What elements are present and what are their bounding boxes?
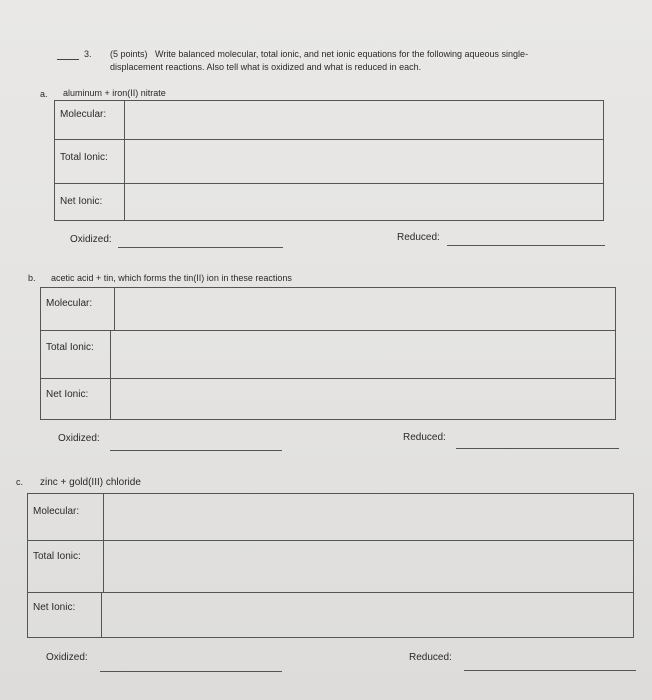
part-b-reaction: acetic acid + tin, which forms the tin(II) ion in these reactions	[51, 273, 292, 283]
instructions-line-1: Write balanced molecular, total ionic, and net ionic equations for the following aqueous single-	[155, 49, 529, 59]
molecular-label: Molecular:	[41, 288, 115, 330]
part-c-reduced-blank[interactable]	[464, 670, 636, 671]
part-b-letter: b.	[28, 273, 36, 283]
part-b-net-ionic-row[interactable]	[41, 378, 615, 420]
part-c-oxidized-label: Oxidized:	[46, 652, 88, 663]
part-c-oxidized-blank[interactable]	[100, 671, 282, 672]
part-a-net-ionic-row[interactable]	[55, 183, 603, 221]
part-a-reaction: aluminum + iron(II) nitrate	[63, 88, 166, 98]
part-c-total-ionic-row[interactable]	[28, 540, 633, 592]
part-c-net-ionic-row[interactable]	[28, 592, 633, 638]
score-blank[interactable]	[57, 59, 79, 60]
part-b-oxidized-label: Oxidized:	[58, 433, 100, 444]
part-c-reduced-label: Reduced:	[409, 652, 452, 663]
net-ionic-label: Net Ionic:	[55, 184, 125, 221]
question-number: 3.	[84, 49, 92, 59]
instructions-line-2: displacement reactions. Also tell what is oxidized and what is reduced in each.	[110, 62, 422, 72]
part-b-total-ionic-row[interactable]	[41, 330, 615, 378]
part-a-total-ionic-row[interactable]	[55, 139, 603, 183]
part-b-molecular-row[interactable]	[41, 288, 615, 330]
total-ionic-label: Total Ionic:	[28, 541, 104, 592]
part-a-oxidized-blank[interactable]	[118, 247, 283, 248]
part-a-reduced-label: Reduced:	[397, 232, 440, 243]
molecular-label: Molecular:	[28, 494, 104, 540]
net-ionic-label: Net Ionic:	[41, 379, 111, 420]
part-b-table	[40, 287, 616, 420]
part-a-reduced-blank[interactable]	[447, 245, 605, 246]
part-c-reaction: zinc + gold(III) chloride	[40, 477, 141, 488]
question-points: (5 points)	[110, 49, 148, 59]
part-a-letter: a.	[40, 89, 48, 99]
part-b-reduced-blank[interactable]	[456, 448, 619, 449]
part-a-molecular-row[interactable]	[55, 101, 603, 139]
molecular-label: Molecular:	[55, 101, 125, 139]
part-a-table	[54, 100, 604, 221]
part-c-molecular-row[interactable]	[28, 494, 633, 540]
part-c-letter: c.	[16, 477, 24, 487]
part-a-oxidized-label: Oxidized:	[70, 234, 112, 245]
part-b-oxidized-blank[interactable]	[110, 450, 282, 451]
part-b-reduced-label: Reduced:	[403, 432, 446, 443]
total-ionic-label: Total Ionic:	[41, 331, 111, 378]
total-ionic-label: Total Ionic:	[55, 140, 125, 183]
part-c-table	[27, 493, 634, 638]
net-ionic-label: Net Ionic:	[28, 593, 102, 638]
